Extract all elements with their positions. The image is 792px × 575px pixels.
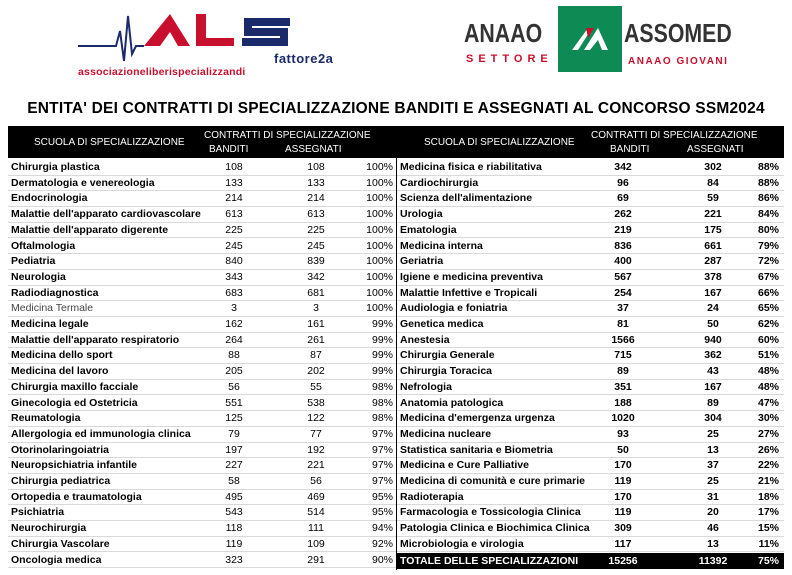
banditi-value: 89 (617, 365, 629, 378)
school-name: Malattie dell'apparato digerente (11, 223, 169, 236)
table-row (8, 474, 396, 490)
percentage-value: 97% (371, 475, 393, 487)
banditi-value: 342 (614, 161, 632, 173)
school-name: Scienza dell'alimentazione (400, 192, 533, 205)
table-row (8, 207, 396, 223)
table-row (8, 239, 396, 255)
assegnati-value: 221 (307, 459, 325, 472)
school-name: Neurologia (11, 270, 66, 283)
percentage-value: 94% (371, 522, 393, 535)
school-name: Medicina dello sport (11, 349, 113, 362)
percentage-value: 100% (366, 286, 393, 299)
table-row (8, 317, 396, 333)
school-name: Radioterapia (400, 490, 464, 503)
assegnati-value: 25 (707, 427, 719, 440)
assegnati-value: 13 (707, 537, 719, 550)
table-row (8, 191, 396, 207)
table-row (8, 427, 396, 443)
percentage-value: 51% (757, 349, 779, 362)
table-header (8, 126, 784, 158)
banditi-value: 119 (614, 506, 632, 519)
assegnati-value: 133 (307, 176, 325, 189)
banditi-value: 3 (231, 302, 237, 315)
assegnati-value: 378 (704, 270, 722, 283)
banditi-value: 214 (225, 192, 243, 205)
percentage-value: 48% (757, 365, 779, 378)
assegnati-value: 839 (307, 255, 325, 268)
assegnati-value: 261 (307, 333, 325, 346)
table-row (397, 333, 784, 349)
percentage-value: 100% (366, 302, 393, 315)
anaao-settore-text: SETTORE (466, 53, 553, 65)
percentage-value: 100% (366, 223, 393, 236)
banditi-value: 1020 (611, 412, 635, 425)
header-assegnati-left: ASSEGNATI (285, 144, 342, 155)
banditi-value: 56 (228, 380, 240, 393)
table-row (397, 239, 784, 255)
school-name: Patologia Clinica e Biochimica Clinica (400, 522, 590, 535)
total-pct: 75% (757, 555, 779, 567)
school-name: Genetica medica (400, 318, 484, 330)
assegnati-value: 175 (704, 223, 722, 236)
banditi-value: 170 (614, 490, 632, 503)
table-row (8, 176, 396, 192)
percentage-value: 80% (757, 223, 779, 236)
anaao-emblem-icon (558, 6, 622, 72)
banditi-value: 108 (225, 161, 243, 173)
percentage-value: 11% (758, 537, 779, 550)
percentage-value: 21% (757, 475, 779, 487)
assegnati-value: 287 (704, 255, 722, 268)
header-school-left: SCUOLA DI SPECIALIZZAZIONE (34, 137, 185, 148)
school-name: Neuropsichiatria infantile (11, 459, 138, 472)
percentage-value: 26% (757, 443, 779, 456)
school-name: Anestesia (400, 333, 450, 346)
school-name: Nefrologia (400, 380, 452, 393)
percentage-value: 100% (366, 161, 393, 173)
school-name: Medicina d'emergenza urgenza (400, 412, 555, 425)
percentage-value: 100% (366, 176, 393, 189)
assegnati-value: 108 (307, 161, 325, 173)
school-name: Microbiologia e virologia (400, 537, 524, 550)
school-name: Otorinolaringoiatria (11, 443, 110, 456)
banditi-value: 323 (225, 553, 243, 566)
percentage-value: 100% (366, 270, 393, 283)
assegnati-value: 46 (707, 522, 719, 535)
assegnati-value: 87 (310, 349, 322, 362)
assegnati-value: 538 (307, 396, 325, 409)
school-name: Radiodiagnostica (11, 286, 99, 299)
assegnati-value: 55 (310, 380, 322, 393)
school-name: Audiologia e foniatria (400, 302, 508, 315)
banditi-value: 1566 (611, 333, 635, 346)
assegnati-value: 362 (704, 349, 722, 362)
table-row (8, 223, 396, 239)
table-row (397, 223, 784, 239)
percentage-value: 97% (371, 443, 393, 456)
banditi-value: 162 (225, 318, 243, 330)
table-row (397, 364, 784, 380)
percentage-value: 99% (371, 318, 393, 330)
assegnati-value: 31 (707, 490, 719, 503)
banditi-value: 227 (225, 459, 243, 472)
percentage-value: 100% (366, 208, 393, 221)
table-row (8, 396, 396, 412)
banditi-value: 840 (225, 255, 243, 268)
percentage-value: 88% (757, 176, 779, 189)
banditi-value: 551 (225, 396, 243, 409)
banditi-value: 836 (614, 239, 632, 252)
banditi-value: 50 (617, 443, 629, 456)
banditi-value: 170 (614, 459, 632, 472)
assegnati-value: 25 (707, 475, 719, 487)
table-row (397, 380, 784, 396)
banditi-value: 683 (225, 286, 243, 299)
percentage-value: 18% (757, 490, 779, 503)
percentage-value: 22% (757, 459, 779, 472)
assegnati-value: 109 (307, 537, 325, 550)
header-assegnati-right: ASSEGNATI (687, 144, 744, 155)
table-row (8, 537, 396, 553)
school-name: Statistica sanitaria e Biometria (400, 443, 553, 456)
assegnati-value: 59 (707, 192, 719, 205)
table-row (397, 537, 784, 553)
header-school-right: SCUOLA DI SPECIALIZZAZIONE (424, 137, 575, 148)
percentage-value: 97% (371, 459, 393, 472)
percentage-value: 100% (366, 239, 393, 252)
banditi-value: 495 (225, 490, 243, 503)
table-row (397, 191, 784, 207)
school-name: Farmacologia e Tossicologia Clinica (400, 506, 581, 519)
assegnati-value: 167 (704, 286, 722, 299)
table-row (397, 505, 784, 521)
table-row (8, 553, 396, 569)
school-name: Chirurgia maxillo facciale (11, 380, 139, 393)
table-row (8, 333, 396, 349)
assegnati-value: 37 (707, 459, 719, 472)
page-title: ENTITA' DEI CONTRATTI DI SPECIALIZZAZIONE BANDITI E ASSEGNATI AL CONCORSO SSM2024 (27, 100, 765, 117)
als-fattore-text: fattore2a (274, 51, 334, 66)
table-row (397, 443, 784, 459)
percentage-value: 30% (757, 412, 779, 425)
percentage-value: 99% (371, 349, 393, 362)
school-name: Pediatria (11, 255, 56, 268)
banditi-value: 351 (614, 380, 632, 393)
school-name: Chirurgia Toracica (400, 365, 492, 378)
table-row (397, 254, 784, 270)
header-contracts-right: CONTRATTI DI SPECIALIZZAZIONE (591, 130, 758, 141)
banditi-value: 96 (617, 176, 629, 189)
assegnati-value: 214 (307, 192, 325, 205)
table-row (8, 301, 396, 317)
total-row (397, 553, 784, 569)
table-row (8, 348, 396, 364)
banditi-value: 125 (225, 412, 243, 425)
anaao-emblem (558, 6, 622, 72)
assegnati-value: 111 (308, 522, 324, 535)
percentage-value: 98% (371, 396, 393, 409)
total-assegnati: 11392 (698, 555, 728, 567)
assegnati-value: 89 (707, 396, 719, 409)
assegnati-value: 661 (704, 239, 722, 252)
banditi-value: 245 (225, 239, 243, 252)
school-name: Ematologia (400, 223, 457, 236)
school-name: Medicina del lavoro (11, 365, 109, 378)
banditi-value: 188 (614, 396, 632, 409)
assegnati-value: 84 (707, 176, 719, 189)
percentage-value: 60% (757, 333, 779, 346)
percentage-value: 100% (366, 192, 393, 205)
school-name: Medicina e Cure Palliative (400, 459, 529, 472)
percentage-value: 95% (371, 506, 393, 519)
percentage-value: 66% (757, 286, 779, 299)
school-name: Allergologia ed immunologia clinica (11, 427, 191, 440)
total-banditi: 15256 (608, 555, 638, 567)
banditi-value: 309 (614, 522, 632, 535)
assegnati-value: 20 (707, 506, 719, 519)
assegnati-value: 56 (310, 475, 322, 487)
school-name: Malattie dell'apparato respiratorio (11, 333, 180, 346)
banditi-value: 715 (614, 349, 632, 362)
table-row (8, 411, 396, 427)
table-row (397, 348, 784, 364)
school-name: Ginecologia ed Ostetricia (11, 396, 138, 409)
banditi-value: 58 (228, 475, 240, 487)
percentage-value: 84% (757, 208, 779, 221)
table-row (397, 270, 784, 286)
table-row (397, 521, 784, 537)
school-name: Geriatria (400, 255, 444, 268)
banditi-value: 79 (228, 427, 240, 440)
banditi-value: 219 (614, 223, 632, 236)
school-name: Oncologia medica (11, 553, 102, 566)
assegnati-value: 291 (307, 553, 325, 566)
banditi-value: 264 (225, 333, 243, 346)
percentage-value: 65% (757, 302, 779, 315)
table-row (8, 443, 396, 459)
percentage-value: 62% (757, 318, 779, 330)
banditi-value: 543 (225, 506, 243, 519)
school-name: Malattie dell'apparato cardiovascolare (11, 208, 201, 221)
table-row (397, 490, 784, 506)
percentage-value: 86% (757, 192, 779, 205)
banditi-value: 205 (225, 365, 243, 378)
banditi-value: 119 (225, 537, 243, 550)
banditi-value: 37 (617, 302, 629, 315)
percentage-value: 15% (757, 522, 779, 535)
assegnati-value: 304 (704, 412, 722, 425)
school-name: Neurochirurgia (11, 522, 87, 535)
assegnati-value: 161 (307, 318, 325, 330)
banditi-value: 225 (225, 223, 243, 236)
banditi-value: 93 (617, 427, 629, 440)
school-name: Medicina Termale (11, 302, 94, 315)
table-row (8, 505, 396, 521)
school-name: Anatomia patologica (400, 396, 504, 409)
banditi-value: 613 (225, 208, 243, 221)
table-row (8, 364, 396, 380)
anaao-right-text: ASSOMED (624, 18, 732, 48)
banditi-value: 254 (614, 286, 632, 299)
school-name: Psichiatria (11, 506, 65, 519)
percentage-value: 72% (757, 255, 779, 268)
header-banditi-left: BANDITI (209, 144, 249, 155)
table-row (397, 411, 784, 427)
assegnati-value: 221 (704, 208, 722, 221)
table-row (397, 317, 784, 333)
banditi-value: 69 (617, 192, 629, 205)
banditi-value: 117 (614, 537, 632, 550)
table-row (397, 301, 784, 317)
banditi-value: 400 (614, 255, 632, 268)
school-name: Malattie Infettive e Tropicali (400, 286, 538, 299)
header-banditi-right: BANDITI (610, 144, 650, 155)
percentage-value: 97% (371, 427, 393, 440)
school-name: Chirurgia Vascolare (11, 537, 110, 550)
percentage-value: 47% (757, 396, 779, 409)
assegnati-value: 77 (310, 427, 322, 440)
table-row (397, 427, 784, 443)
school-name: Igiene e medicina preventiva (400, 270, 543, 283)
anaao-giovani-text: ANAAO GIOVANI (628, 56, 729, 67)
banditi-value: 343 (225, 270, 243, 283)
table-row (8, 254, 396, 270)
percentage-value: 100% (366, 255, 393, 268)
banditi-value: 197 (225, 443, 243, 456)
banditi-value: 133 (225, 176, 243, 189)
banditi-value: 81 (617, 318, 629, 330)
school-name: Dermatologia e venereologia (11, 176, 155, 189)
assegnati-value: 192 (307, 443, 325, 456)
banditi-value: 262 (614, 208, 632, 221)
assegnati-value: 245 (307, 239, 325, 252)
assegnati-value: 469 (307, 490, 325, 503)
assegnati-value: 202 (307, 365, 325, 378)
table-row (397, 207, 784, 223)
percentage-value: 48% (757, 380, 779, 393)
school-name: Reumatologia (11, 412, 81, 425)
assegnati-value: 43 (707, 365, 719, 378)
banditi-value: 88 (228, 349, 240, 362)
assegnati-value: 167 (704, 380, 722, 393)
percentage-value: 99% (371, 365, 393, 378)
percentage-value: 95% (371, 490, 393, 503)
school-name: Medicina fisica e riabilitativa (400, 161, 542, 173)
percentage-value: 27% (757, 427, 779, 440)
school-name: Medicina legale (11, 318, 89, 330)
percentage-value: 17% (757, 506, 779, 519)
table-row (8, 458, 396, 474)
table-row (397, 396, 784, 412)
assegnati-value: 3 (313, 302, 319, 315)
header-contracts-left: CONTRATTI DI SPECIALIZZAZIONE (204, 130, 371, 141)
column-divider (396, 158, 397, 570)
percentage-value: 98% (371, 380, 393, 393)
school-name: Endocrinologia (11, 192, 88, 205)
assegnati-value: 342 (307, 270, 325, 283)
assegnati-value: 13 (707, 443, 719, 456)
banditi-value: 119 (614, 475, 632, 487)
assegnati-value: 681 (307, 286, 325, 299)
table-row (397, 160, 784, 176)
logos-header (0, 0, 792, 90)
assegnati-value: 225 (307, 223, 325, 236)
banditi-value: 567 (614, 270, 632, 283)
school-name: Ortopedia e traumatologia (11, 490, 142, 503)
anaao-left-text: ANAAO (464, 18, 543, 48)
assegnati-value: 940 (704, 333, 722, 346)
school-name: Chirurgia plastica (11, 161, 100, 173)
percentage-value: 98% (371, 412, 393, 425)
percentage-value: 92% (371, 537, 393, 550)
percentage-value: 67% (757, 270, 779, 283)
school-name: Chirurgia Generale (400, 349, 495, 362)
als-logo (78, 6, 348, 82)
banditi-value: 118 (225, 522, 243, 535)
percentage-value: 90% (371, 553, 393, 566)
school-name: Medicina nucleare (400, 427, 492, 440)
table-row (397, 458, 784, 474)
total-label: TOTALE DELLE SPECIALIZZAZIONI (400, 555, 579, 567)
table-row (397, 176, 784, 192)
assegnati-value: 122 (307, 412, 325, 425)
table-row (397, 474, 784, 490)
table-row (8, 286, 396, 302)
table-row (8, 490, 396, 506)
percentage-value: 99% (371, 333, 393, 346)
school-name: Medicina interna (400, 239, 483, 252)
contracts-table (8, 126, 784, 570)
assegnati-value: 50 (707, 318, 719, 330)
school-name: Cardiochirurgia (400, 176, 479, 189)
assegnati-value: 514 (307, 506, 325, 519)
school-name: Medicina di comunità e cure primarie (400, 475, 585, 487)
school-name: Oftalmologia (11, 239, 76, 252)
school-name: Chirurgia pediatrica (11, 475, 111, 487)
assegnati-value: 302 (704, 161, 722, 173)
table-row (397, 286, 784, 302)
assegnati-value: 613 (307, 208, 325, 221)
table-row (8, 160, 396, 176)
table-row (8, 521, 396, 537)
anaao-logo (464, 6, 754, 76)
percentage-value: 88% (757, 161, 779, 173)
als-tagline: associazioneliberispecializzandi (78, 66, 246, 78)
assegnati-value: 24 (707, 302, 719, 315)
table-row (8, 270, 396, 286)
percentage-value: 79% (757, 239, 779, 252)
school-name: Urologia (400, 208, 443, 221)
table-row (8, 380, 396, 396)
